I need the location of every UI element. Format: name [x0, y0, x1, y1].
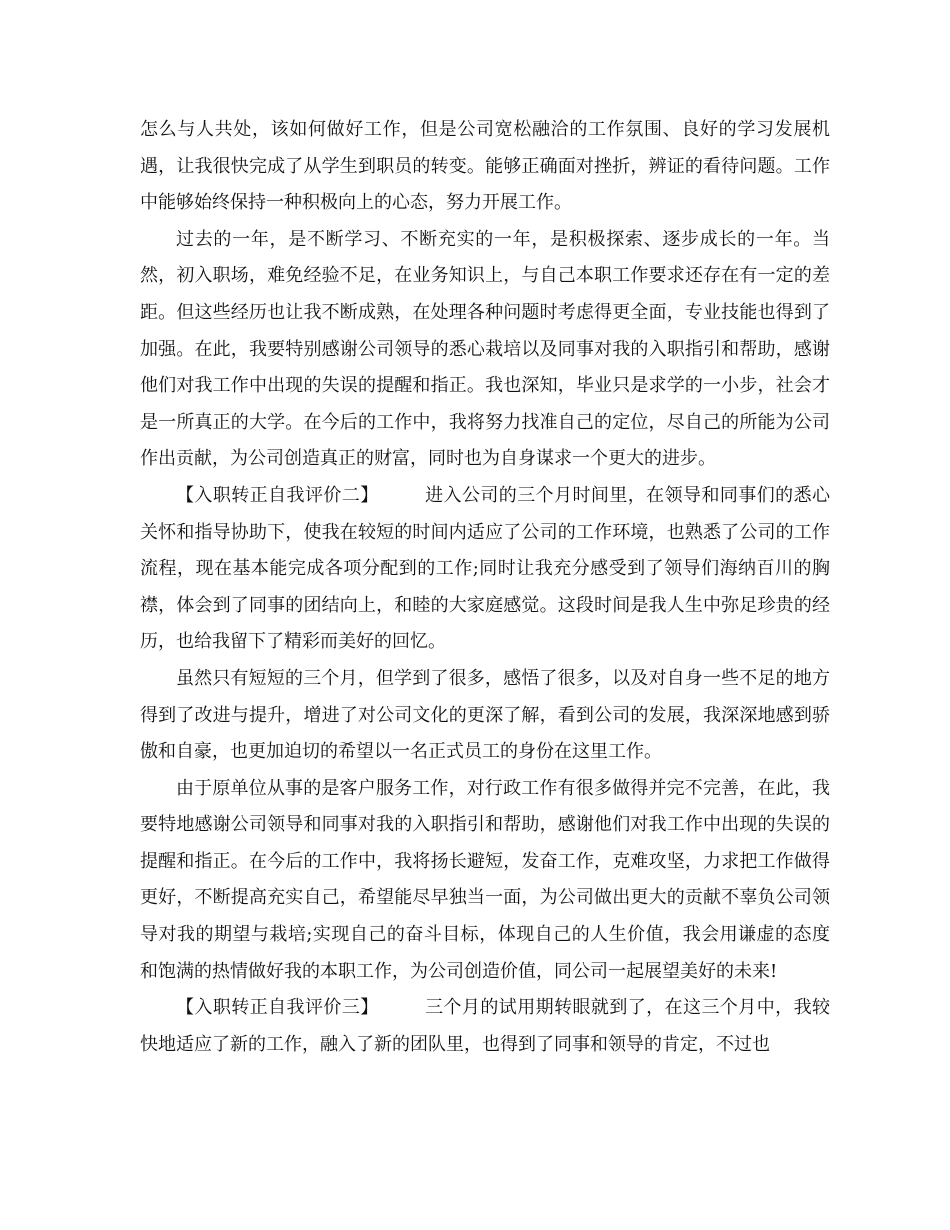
paragraph-previous-unit: 由于原单位从事的是客户服务工作，对行政工作有很多做得并完不完善，在此，我要特地感谢公司领导和同事对我的入职指引和帮助，感谢他们对我工作中出现的失误的提醒和指正。在今后的工作中，我将扬长避短，发奋工作，克难攻坚，力求把工作做得更好，不断提高充实自己，希望能尽早独当一面，为公司做出更大的贡献不辜负公司领导对我的期望与栽培;实现自己的奋斗目标，体现自己的人生价值，我会用谦虚的态度和饱满的热情做好我的本职工作，为公司创造价值，同公司一起展望美好的未来! [140, 777, 830, 982]
document-body [140, 112, 830, 1063]
paragraph-three-months: 虽然只有短短的三个月，但学到了很多，感悟了很多，以及对自身一些不足的地方得到了改进与提升，增进了对公司文化的更深了解，看到公司的发展，我深深地感到骄傲和自豪，也更加迫切的希望以一名正式员工的身份在这里工作。 [140, 667, 830, 763]
paragraph-evaluation-three [140, 990, 830, 1063]
paragraph-evaluation-two [140, 478, 830, 661]
paragraph-continuation: 怎么与人共处，该如何做好工作，但是公司宽松融洽的工作氛围、良好的学习发展机遇，让我很快完成了从学生到职员的转变。能够正确面对挫折，辨证的看待问题。工作中能够始终保持一种积极向上的心态，努力开展工作。 [140, 119, 830, 214]
section-title-evaluation-three: 【入职转正自我评价三】 [176, 997, 379, 1019]
section-title-evaluation-two: 【入职转正自我评价二】 [176, 484, 379, 506]
paragraph-past-year: 过去的一年，是不断学习、不断充实的一年，是积极探索、逐步成长的一年。当然，初入职场，难免经验不足，在业务知识上，与自己本职工作要求还存在有一定的差距。但这些经历也让我不断成熟，在处理各种问题时考虑得更全面，专业技能也得到了加强。在此，我要特别感谢公司领导的悉心栽培以及同事对我的入职指引和帮助，感谢他们对我工作中出现的失误的提醒和指正。我也深知，毕业只是求学的一小步，社会才是一所真正的大学。在今后的工作中，我将努力找准自己的定位，尽自己的所能为公司作出贡献，为公司创造真正的财富，同时也为自身谋求一个更大的进步。 [140, 228, 830, 470]
paragraph-evaluation-two-text: 进入公司的三个月时间里，在领导和同事们的悉心关怀和指导协助下，使我在较短的时间内适应了公司的工作环境，也熟悉了公司的工作流程，现在基本能完成各项分配到的工作;同时让我充分感受到了领导们海纳百川的胸襟，体会到了同事的团结向上，和睦的大家庭感觉。这段时间是我人生中弥足珍贵的经历，也给我留下了精彩而美好的回忆。 [140, 484, 831, 653]
paragraph-evaluation-three-text: 三个月的试用期转眼就到了，在这三个月中，我较快地适应了新的工作，融入了新的团队里，也得到了同事和领导的肯定，不过也 [140, 997, 831, 1055]
